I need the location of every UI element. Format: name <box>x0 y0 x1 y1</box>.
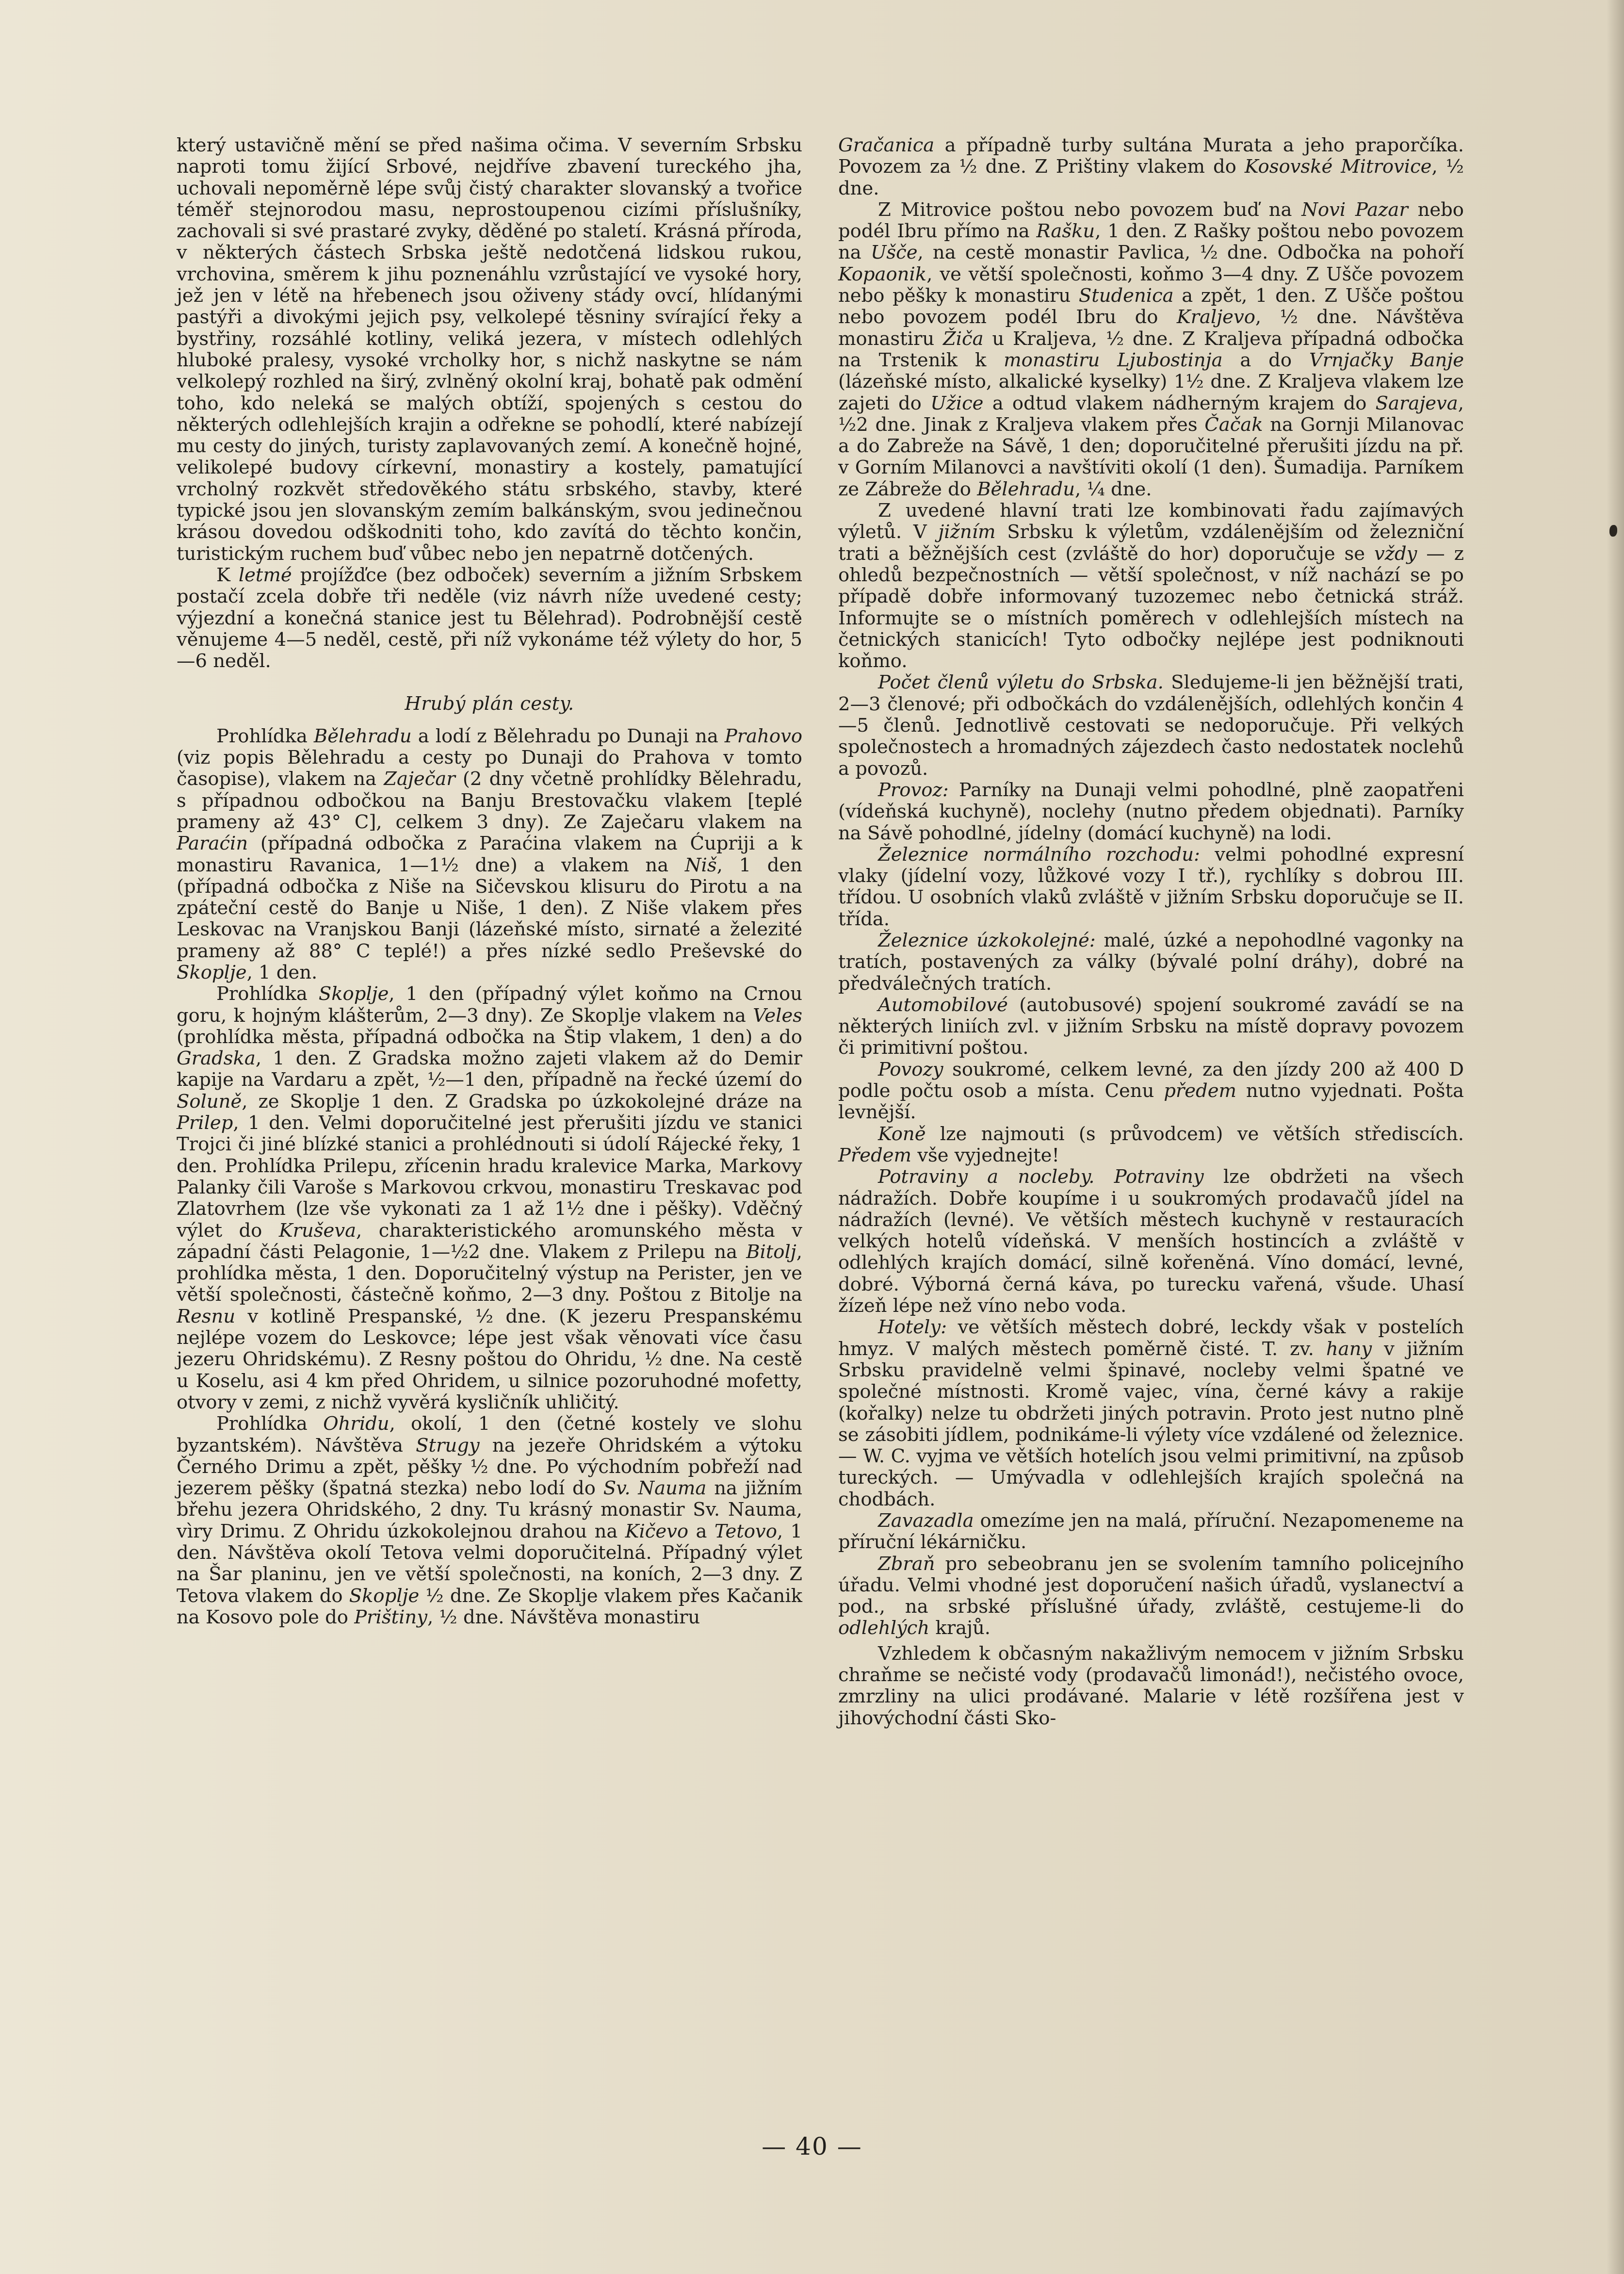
paragraph-text: Prohlídka <box>216 983 319 1005</box>
place-name: Bitolj <box>746 1241 796 1263</box>
paragraph-normal-railway <box>838 844 1464 930</box>
paragraph-text: (prohlídka města, případná odbočka na Štip vlakem, 1 den) a do <box>177 1026 802 1048</box>
paragraph-members <box>838 672 1464 779</box>
paragraph-horses <box>838 1124 1464 1167</box>
paragraph-carriages <box>838 1059 1464 1124</box>
place-name: Kraljevo <box>1176 306 1255 328</box>
paragraph-text: , ve větší společnosti, koňmo 3—4 dny. Z Ušče povozem nebo pěšky k monastiru <box>838 263 1464 307</box>
paragraph-text: lze obdržeti na všech nádražích. Dobře koupíme i u soukromých prodavačů jídel na nádražích (levné). Ve větších městech kuchyně v restauracích velkých hotelů vídeňská. V menších hostincích a zvláště v odlehlých krajích domácí, silně kořeněná. Víno domácí, levné, dobré. Výborná černá káva, po turecku vařená, všude. Uhasí žízeň lépe než víno nebo voda. <box>838 1166 1464 1317</box>
topic-label: Potraviny <box>1114 1166 1204 1188</box>
emphasis: odlehlých <box>838 1617 930 1639</box>
topic-label: Zavazadla <box>878 1510 974 1532</box>
paragraph-text: u Kraljeva, ½ dne. Z Kraljeva případná odbočka na Trstenik k <box>838 327 1464 371</box>
topic-label: Provoz: <box>878 779 949 801</box>
paragraph-text: a odtud vlakem nádherným krajem do <box>983 392 1376 414</box>
paragraph-intro <box>177 135 802 565</box>
paragraph-ohrid <box>177 1413 802 1628</box>
paragraph-text: Srbsku k výletům, vzdálenějším od železniční trati a běžnějších cest (zvláště do hor) doporučuje se <box>838 521 1464 565</box>
place-name: Ušče <box>870 242 918 264</box>
paragraph-text: , ½ dne. <box>838 156 1464 199</box>
topic-label: Povozy <box>878 1058 943 1080</box>
paragraph-text: , prohlídka města, 1 den. Doporučitelný výstup na Perister, jen ve větší společnosti, částečně koňmo, 2—3 dny. Poštou z Bitolje na <box>177 1241 802 1306</box>
place-name: Prištiny <box>354 1606 427 1628</box>
paragraph-skoplje <box>177 983 802 1413</box>
paragraph-text: K <box>216 564 239 586</box>
place-name: Rašku <box>1036 220 1095 243</box>
emphasis: předem <box>1164 1080 1236 1102</box>
paragraph-narrow-railway <box>838 930 1464 995</box>
emphasis: Předem <box>838 1144 912 1166</box>
place-name: Užice <box>930 392 984 414</box>
page-edge-shadow <box>1607 0 1624 2274</box>
place-name: Kopaonik <box>838 263 927 285</box>
paragraph-text: , ze Skoplje 1 den. Z Gradska po úzkokolejné dráze na <box>242 1090 802 1112</box>
paragraph-text: ½ dne. Ze Skoplje vlakem přes Kačanik na Kosovo pole do <box>177 1585 802 1628</box>
paragraph-weapons <box>838 1554 1464 1639</box>
place-name: Vrnjačky Banje <box>1309 349 1464 371</box>
place-name: Soluně <box>177 1090 242 1112</box>
paragraph-text: , 1 den. Návštěva okolí Tetova velmi doporučitelná. Případný výlet na Šar planinu, jen ve větší společnosti, na koních, 2—3 dny. Z Tetova vlakem do <box>177 1520 802 1607</box>
paragraph-text: v kotlině Prespanské, ½ dne. (K jezeru Prespanskému nejlépe vozem do Leskovce; lépe jest však věnovati více času jezeru Ohridskému). Z Resny poštou do Ohridu, ½ dne. Na cestě u Koselu, asi 4 km před Ohridem, u silnice pozoruhodné mofetty, otvory v zemi, z nichž vyvěrá kysličník uhličitý. <box>177 1305 802 1413</box>
paragraph-text: , ¼ dne. <box>1075 478 1152 500</box>
paragraph-text: Z Mitrovice poštou nebo povozem buď na <box>878 198 1302 221</box>
emphasis: hany <box>1326 1338 1372 1360</box>
paragraph-text: , 1 den. Z Gradska možno zajeti vlakem až do Demir kapije na Vardaru a zpět, ½—1 den, případně na řecké území do <box>177 1047 802 1091</box>
page-number: — 40 — <box>762 2132 862 2160</box>
emphasis: jižním <box>938 521 996 543</box>
paragraph-text: , 1 den. Z Rašky poštou nebo povozem na <box>838 220 1464 264</box>
emphasis: letmé <box>238 564 292 586</box>
paragraph-text: pro sebeobranu jen se svolením tamního policejního úřadu. Velmi vhodné jest doporučení našich úřadů, vyslanectví a pod., na srbské příslušné úřady, zvláště, cestujeme-li do <box>838 1553 1464 1618</box>
left-column <box>177 135 802 1628</box>
paragraph-text: krajů. <box>929 1617 991 1639</box>
paragraph-hotels <box>838 1317 1464 1510</box>
paragraph-trip-length <box>177 565 802 672</box>
topic-label: Hotely: <box>878 1316 947 1339</box>
ink-mark <box>1609 525 1617 537</box>
topic-label: Počet členů výletu do Srbska. <box>878 671 1164 694</box>
paragraph-transport <box>838 780 1464 844</box>
topic-label: Železnice úzkokolejné: <box>878 929 1096 951</box>
paragraph-text: , ½ dne. Návštěva monastiru <box>838 306 1464 350</box>
paragraph-text: (2 dny včetně prohlídky Bělehradu, s případnou odbočkou na Banju Brestovačku vlakem [teplé prameny až 43° C], celkem 3 dny). Ze Zaječaru vlakem na <box>177 768 802 833</box>
paragraph-text: a lodí z Bělehradu po Dunaji na <box>411 725 725 747</box>
topic-label: Železnice normálního rozchodu: <box>878 843 1200 866</box>
place-name: Kosovské Mitrovice <box>1244 156 1432 178</box>
topic-label: Automobilové <box>878 994 1008 1016</box>
section-heading: Hrubý plán cesty. <box>405 693 574 715</box>
place-name: Gradska <box>177 1047 256 1070</box>
place-name: Skoplje <box>177 961 247 983</box>
place-name: Tetovo <box>714 1520 777 1542</box>
place-name: Kruševa <box>278 1219 357 1242</box>
topic-label: Zbraň <box>878 1553 935 1575</box>
paragraph-text: nutno vyjednati. Pošta levnější. <box>838 1080 1464 1124</box>
paragraph-text: (případná odbočka z Paraćina vlakem na Ćupriji a k monastiru Ravanica, 1—1½ dne) a vlakem na <box>177 833 802 876</box>
paragraph-text: , 1 den (případná odbočka z Niše na Sičevskou klisuru do Pirotu a na zpáteční cestě do Banje u Niše, 1 den). Z Niše vlakem přes Leskovac na Vranjskou Banji (lázeňské místo, sirnaté a železité prameny až 88° C teplé!) a přes nízké sedlo Preševské do <box>177 854 802 962</box>
place-name: Bělehradu <box>977 478 1075 500</box>
paragraph-text: a do <box>1222 349 1309 371</box>
place-name: Paraćin <box>177 833 248 855</box>
place-name: Kičevo <box>625 1520 689 1542</box>
paragraph-text: a zpět, 1 den. Z Ušče poštou nebo povozem podél Ibru do <box>838 285 1464 328</box>
place-name: Sarajeva <box>1375 392 1458 414</box>
place-name: Studenica <box>1078 285 1174 307</box>
place-name: Skoplje <box>318 983 389 1005</box>
place-name: Žiča <box>942 327 984 350</box>
paragraph-text: malé, úzké a nepohodlné vagonky na tratích, postavených za války (bývalé polní dráhy), dobré na předválečných tratích. <box>838 929 1464 995</box>
paragraph-food <box>838 1166 1464 1317</box>
topic-label: Potraviny a nocleby. <box>878 1166 1095 1188</box>
paragraph-text: (lázeňské místo, alkalické kyselky) 1½ dne. Z Kraljeva vlakem lze zajeti do <box>838 371 1464 414</box>
right-column <box>838 135 1464 1729</box>
paragraph-text: (autobusové) spojení soukromé zavádí se na některých liniích zvl. v jižním Srbsku na místě dopravy povozem či primitivní poštou. <box>838 994 1464 1059</box>
place-name: Zaječar <box>384 768 455 790</box>
place-name: Veles <box>753 1004 802 1027</box>
place-name: Gračanica <box>838 134 935 156</box>
place-name: Resnu <box>177 1305 236 1327</box>
place-name: Bělehradu <box>313 725 412 747</box>
place-name: monastiru Ljubostinja <box>1004 349 1223 371</box>
paragraph-text: a <box>688 1520 715 1542</box>
topic-label: Koně <box>878 1123 926 1145</box>
paragraph-buses <box>838 995 1464 1059</box>
paragraph-text: (viz popis Bělehradu a cesty po Dunaji do Prahova v tomto časopise), vlakem na <box>177 747 802 790</box>
paragraph-text: , na cestě monastir Pavlica, ½ dne. Odbočka na pohoří <box>917 242 1464 264</box>
paragraph-text: a případně turby sultána Murata a jeho praporčíka. Povozem za ½ dne. Z Prištiny vlakem do <box>838 134 1464 178</box>
paragraph-text: velmi pohodlné expresní vlaky (jídelní vozy, lůžkové vozy I tř.), rychlíky s dobrou III. třídou. U osobních vlaků zvláště v jižním Srbsku doporučuje se II. třída. <box>838 843 1464 930</box>
place-name: Strugy <box>416 1434 480 1456</box>
paragraph-text: , ½2 dne. Jinak z Kraljeva vlakem přes <box>838 392 1464 436</box>
paragraph-text: , 1 den. <box>246 961 318 983</box>
paragraph-text: na jižním břehu jezera Ohridského, 2 dny. Tu krásný monastir Sv. Nauma, vìry Drimu. Z Ohridu úzkokolejnou drahou na <box>177 1477 802 1542</box>
paragraph-text: , 1 den. Velmi doporučitelné jest přerušiti jízdu ve stanici Trojci či jiné blízké stanici a prohlédnouti si údolí Rájecké řeky, 1 den. Prohlídka Prilepu, zřícenin hradu kralevice Marka, Markovy Palanky čili Varoše s Markovou crkvou, monastiru Treskavac pod Zlatovrhem (lze vše vykonati za 1 až 1½ dne i pěšky). Vděčný výlet do <box>177 1112 802 1242</box>
place-name: Skoplje <box>349 1585 420 1607</box>
place-name: Čačak <box>1204 413 1263 436</box>
paragraph-text: , 1 den (případný výlet koňmo na Crnou goru, k hojným klášterům, 2—3 dny). Ze Skoplje vlakem na <box>177 983 802 1027</box>
paragraph-belgrade <box>177 726 802 984</box>
paragraph-text: soukromé, celkem levné, za den jízdy 200 až 400 D podle počtu osob a místa. Cenu <box>838 1058 1464 1102</box>
paragraph-text: který ustavičně mění se před našima očima. V severním Srbsku naproti tomu žijící Srbové, nejdříve zbavení tureckého jha, uchovali nepoměrně lépe svůj čistý charakter slovanský a tvořice téměř stejnorodou masu, neprostoupenou cizími příslušníky, zachovali si své prastaré zvyky, děděné po staletí. Krásná příroda, v některých částech Srbska ještě nedotčená lidskou rukou, vrchovina, směrem k jihu poznenáhlu vzrůstající ve vysoké hory, jež jen v létě na hřebenech jsou oživeny stády ovcí, hlídanými pastýři a divokými jejich psy, velkolepé těsniny svírající řeky a bystřiny, rozsáhlé kotliny, veliká jezera, v místech odlehlých hluboké pralesy, vysoké vrcholky hor, s nichž naskytne se nám velkolepý rozhled na širý, zvlněný okolní kraj, bohatě pak odmění toho, kdo neleká se malých obtíží, spojených s cestou do některých odlehlejších krajin a odřekne se pohodlí, které nabízejí mu cesty do jiných, turisty zaplavovaných zemí. A konečně hojné, velikolepé budovy církevní, monastiry a kostely, pamatující vrcholný rozkvět středověkého státu srbského, stavby, které typické jsou jen slovanským zemím balkánským, svou jedinečnou krásou dovedou odškodniti toho, kdo zavítá do těchto končin, turistickým ruchem buď vůbec nebo jen nepatrně dotčených. <box>177 134 802 565</box>
paragraph-text: Prohlídka <box>216 725 314 747</box>
paragraph-mitrovica <box>838 199 1464 500</box>
paragraph-text: nebo podél Ibru přímo na <box>838 198 1464 243</box>
paragraph-text: , ½ dne. Návštěva monastiru <box>427 1606 700 1628</box>
place-name: Ohridu <box>323 1413 390 1435</box>
paragraph-text: vše vyjednejte! <box>911 1144 1059 1166</box>
paragraph-text: v jižním Srbsku pravidelně velmi špinavé, nocleby velmi špatné ve společné místnosti. Kromě vajec, vína, černé kávy a rakije (kořalky) nelze tu obdržeti jiných potravin. Proto jest nutno plně se zásobiti jídlem, podnikáme-li výlety více vzdálené od železnice. — W. C. vyjma ve větších hotelích jsou velmi primitivní, na způsob tureckých. — Umývadla v odlehlejších krajích společná na chodbách. <box>838 1338 1464 1510</box>
paragraph-text: , okolí, 1 den (četné kostely ve slohu byzantském). Návštěva <box>177 1413 802 1456</box>
paragraph-text: omezíme jen na malá, příruční. Nezapomeneme na příruční lékárničku. <box>838 1510 1464 1554</box>
place-name: Prilep <box>177 1112 233 1134</box>
paragraph-luggage <box>838 1510 1464 1554</box>
paragraph-gracanica <box>838 135 1464 199</box>
place-name: Sv. Nauma <box>603 1477 707 1500</box>
paragraph-excursions <box>838 500 1464 672</box>
paragraph-text: na jezeře Ohridském a výtoku Černého Drimu a zpět, pěšky ½ dne. Po východním pobřeží nad jezerem pěšky (špatná stezka) nebo lodí do <box>177 1434 802 1500</box>
emphasis: vždy <box>1374 542 1417 565</box>
paragraph-text: na Gornji Milanovac a do Zabreže na Sávě, 1 den; doporučitelné přerušiti jízdu na př. v Gorním Milanovci a navštíviti okolí (1 den). Šumadija. Parníkem ze Zábreže do <box>838 413 1464 500</box>
place-name: Prahovo <box>724 725 802 747</box>
paragraph-text: Vzhledem k občasným nakažlivým nemocem v jižním Srbsku chraňme se nečisté vody (prodavačů limonád!), nečistého ovoce, zmrzliny na ulici prodávané. Malarie v létě rozšířena jest v jihovýchodní části Sko- <box>838 1642 1464 1729</box>
paragraph-text: Parníky na Dunaji velmi pohodlné, plně zaopatřeni (vídeňská kuchyně), noclehy (nutno předem objednati). Parníky na Sávě pohodlné, jídelny (domácí kuchyně) na lodi. <box>838 779 1464 844</box>
paragraph-text: lze najmouti (s průvodcem) ve větších střediscích. <box>926 1123 1464 1145</box>
place-name: Niš <box>684 854 717 876</box>
paragraph-text: Z uvedené hlavní trati lze kombinovati řadu zajímavých výletů. V <box>838 500 1464 543</box>
paragraph-text: , charakteristického aromunského města v západní části Pelagonie, 1—½2 dne. Vlakem z Prilepu na <box>177 1219 803 1263</box>
paragraph-text: ve větších městech dobré, leckdy však v postelích hmyz. V malých městech poměrně čisté. T. zv. <box>838 1316 1464 1360</box>
place-name: Novi Pazar <box>1301 198 1408 221</box>
paragraph-text: Prohlídka <box>216 1413 324 1435</box>
paragraph-text: — z ohledů bezpečnostních — větší společnost, v níž nachází se po případě dobře informovaný tuzozemec nebo četnická stráž. Informujte se o místních poměrech v odlehlejších místech na četnických stanicích! Tyto odbočky nejlépe jest podniknouti koňmo. <box>838 542 1464 672</box>
paragraph-text: Sledujeme-li jen běžnější trati, 2—3 členové; při odbočkách do vzdálenějších, odlehlých končin 4—5 členů. Jednotlivě cestovati se nedoporučuje. Při velkých společnostech a hromadných zájezdech často nedostatek noclehů a povozů. <box>838 671 1464 780</box>
paragraph-text: projížďce (bez odboček) severním a jižním Srbskem postačí zcela dobře tři neděle (viz návrh níže uvedené cesty; výjezdní a konečná stanice jest tu Bělehrad). Podrobnější cestě věnujeme 4—5 neděl, cestě, při níž vykonáme též výlety do hor, 5—6 neděl. <box>177 564 802 672</box>
paragraph-health <box>838 1643 1464 1729</box>
